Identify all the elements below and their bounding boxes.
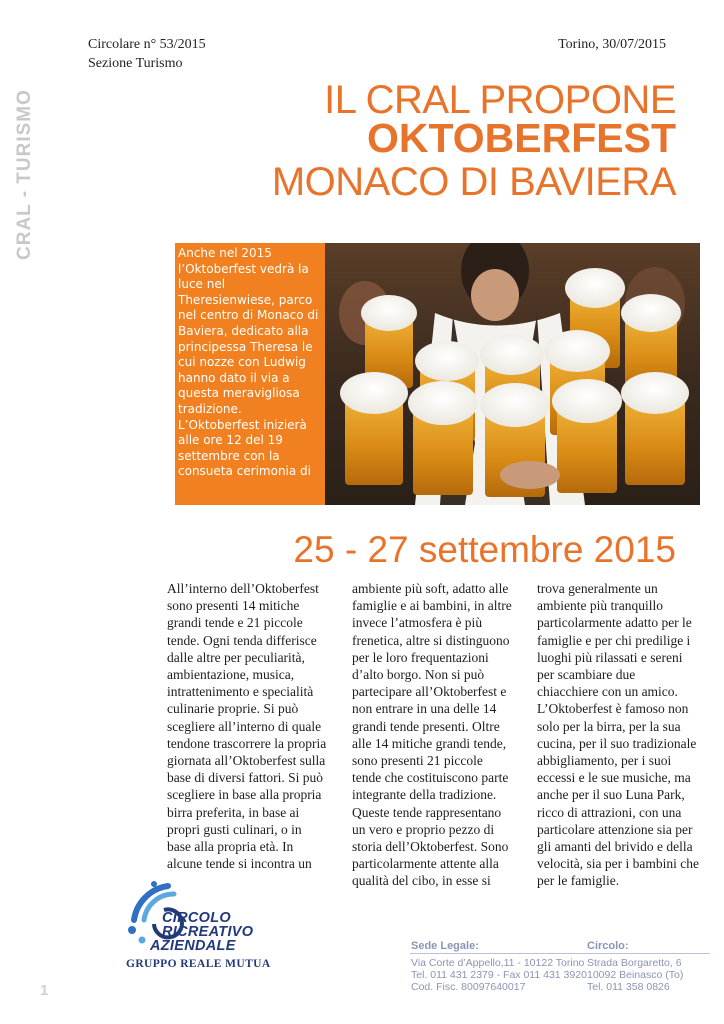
title-line-2: OKTOBERFEST (366, 115, 676, 161)
title-line-1: IL CRAL PROPONE (324, 78, 676, 122)
body-column-1: All’interno dell’Oktoberfest sono presenti 14 mitiche grandi tende e 21 piccole tende. Ogni tenda differisce dalle altre per peculiarità, ambientazione, musica, intrattenimento e specialità culinarie proprie. Si può scegliere all’interno di quale tendone trascorrere la propria giornata all’Oktoberfest sulla base di diversi fattori. Si può scegliere in base alla propria birra preferita, in base ai propri gusti culinari, o in base alla propria età. In alcune tende si incontra un (167, 581, 327, 872)
circolo-phone-line: Tel. 011 358 0826 (587, 981, 670, 993)
sede-tax-code-line: Cod. Fisc. 80097640017 (411, 981, 526, 993)
sede-legale-label: Sede Legale: (411, 940, 479, 952)
oktoberfest-photo (325, 243, 700, 505)
circolo-address-line: Strada Borgaretto, 6 (587, 957, 682, 969)
title-line-3: MONACO DI BAVIERA (271, 160, 676, 204)
body-column-3: trova generalmente un ambiente più tranquillo particolarmente adatto per le famiglie e per chi predilige i luoghi più rilassati e sereni per scambiare due chiacchiere con un amico. L’Oktoberfest è famoso non solo per la birra, per la sua cucina, per il suo tradizionale abbigliamento, per i suoi eccessi e le sue musiche, ma anche per il suo Luna Park, ricco di attrazioni, con una particolare attenzione sia per gli amanti del brivido e della velocità, sia per i bambini che per le famiglie. (537, 581, 699, 889)
footer-divider (410, 953, 710, 954)
circular-number: Circolare n° 53/2015 (88, 37, 206, 52)
side-label: CRAL - TURISMO (14, 89, 35, 260)
page-number: 1 (40, 982, 49, 999)
section-label: Sezione Turismo (88, 56, 183, 71)
intro-text-box: Anche nel 2015 l’Oktoberfest vedrà la luce nel Theresienwiese, parco nel centro di Monaco di Baviera, dedicato alla principessa Theresa le cui nozze con Ludwig hanno dato il via a questa meravigliosa tradizione. L’Oktoberfest inizierà alle ore 12 del 19 settembre con la consueta cerimonia di (175, 243, 325, 505)
document-date: Torino, 30/07/2015 (558, 37, 666, 52)
circolo-city-line: 10092 Beinasco (To) (587, 969, 684, 981)
event-date-heading: 25 - 27 settembre 2015 (293, 529, 676, 570)
sede-phone-line: Tel. 011 431 2379 - Fax 011 431 3920 (411, 969, 587, 981)
circolo-label: Circolo: (587, 940, 629, 952)
logo-text-line-3: AZIENDALE (150, 938, 236, 954)
logo-text-line-1: CIRCOLO (162, 910, 231, 926)
body-column-2: ambiente più soft, adatto alle famiglie e ai bambini, in altre invece l’atmosfera è più frenetica, altre si distinguono per le loro frequentazioni d’alto borgo. Non si può partecipare all’Oktoberfest e non entrare in una delle 14 grandi tende presenti. Oltre alle 14 mitiche grandi tende, sono presenti 21 piccole tende che costituiscono parte integrante della tradizione. Queste tende rappresentano un vero e proprio pezzo di storia dell’Oktoberfest. Sono particolarmente attente alla qualità del cibo, in esse si (352, 581, 512, 889)
logo-group-name: GRUPPO REALE MUTUA (126, 958, 271, 970)
sede-address-line: Via Corte d’Appello,11 - 10122 Torino (411, 957, 585, 969)
logo-text-line-2: RICREATIVO (162, 924, 254, 940)
